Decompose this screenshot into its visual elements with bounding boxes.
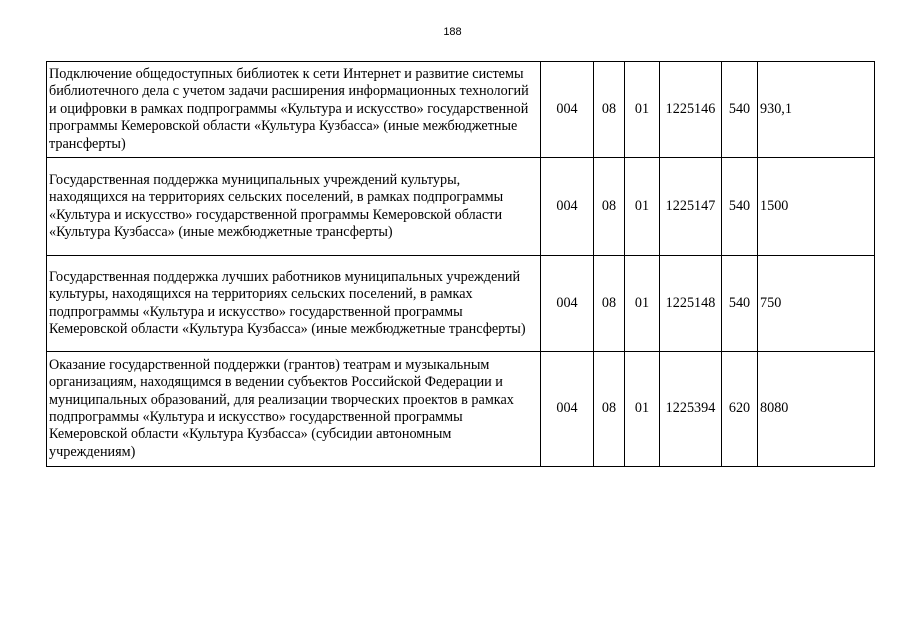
row-description: Оказание государственной поддержки (грантов) театрам и музыкальным организациям, находящимся в ведении субъектов Российской Федерации и муниципальных образований, для реализации творческих проектов в рамках подпрограммы «Культура и искусство» государственной программы Кемеровской области «Культура Кузбасса» (субсидии автономным учреждениям): [47, 352, 541, 467]
row-section-code: 08: [594, 158, 625, 256]
row-description: Государственная поддержка лучших работников муниципальных учреждений культуры, находящихся на территориях сельских поселений, в рамках подпрограммы «Культура и искусство» государственной программы Кемеровской области «Культура Кузбасса» (иные межбюджетные трансферты): [47, 256, 541, 352]
row-amount: 930,1: [758, 62, 875, 158]
row-expense-type: 540: [722, 158, 758, 256]
row-ministry-code: 004: [541, 256, 594, 352]
row-subsection-code: 01: [625, 352, 660, 467]
row-subsection-code: 01: [625, 62, 660, 158]
row-expense-type: 540: [722, 256, 758, 352]
row-amount: 750: [758, 256, 875, 352]
row-ministry-code: 004: [541, 158, 594, 256]
row-expense-type: 620: [722, 352, 758, 467]
table-row: [47, 158, 875, 256]
row-target-article: 1225148: [660, 256, 722, 352]
row-target-article: 1225394: [660, 352, 722, 467]
row-section-code: 08: [594, 62, 625, 158]
row-target-article: 1225147: [660, 158, 722, 256]
table-row: [47, 256, 875, 352]
row-ministry-code: 004: [541, 62, 594, 158]
row-subsection-code: 01: [625, 158, 660, 256]
row-amount: 8080: [758, 352, 875, 467]
row-subsection-code: 01: [625, 256, 660, 352]
table-row: [47, 352, 875, 467]
row-section-code: 08: [594, 256, 625, 352]
budget-table: [46, 61, 875, 467]
row-amount: 1500: [758, 158, 875, 256]
table-row: [47, 62, 875, 158]
row-ministry-code: 004: [541, 352, 594, 467]
row-target-article: 1225146: [660, 62, 722, 158]
row-description: Государственная поддержка муниципальных учреждений культуры, находящихся на территориях сельских поселений, в рамках подпрограммы «Культура и искусство» государственной программы Кемеровской области «Культура Кузбасса» (иные межбюджетные трансферты): [47, 158, 541, 256]
page-number: 188: [443, 26, 462, 38]
row-description: Подключение общедоступных библиотек к сети Интернет и развитие системы библиотечного дела с учетом задачи расширения информационных технологий и оцифровки в рамках подпрограммы «Культура и искусство» государственной программы Кемеровской области «Культура Кузбасса» (иные межбюджетные трансферты): [47, 62, 541, 158]
row-expense-type: 540: [722, 62, 758, 158]
row-section-code: 08: [594, 352, 625, 467]
